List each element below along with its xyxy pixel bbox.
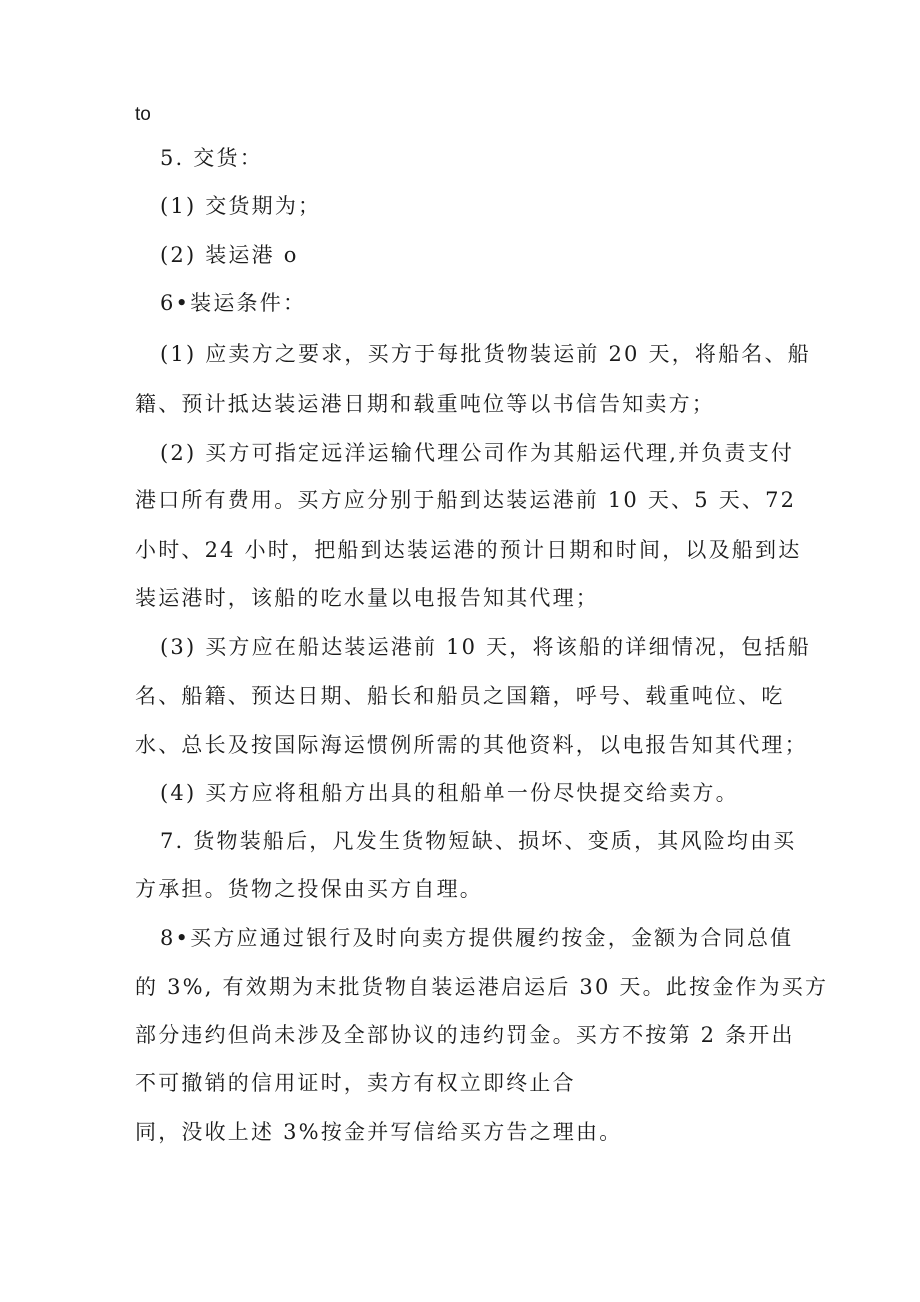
section-heading: 6•装运条件： (160, 291, 307, 315)
text-line: (1) 应卖方之要求，买方于每批货物装运前 20 天，将船名、船 (160, 342, 811, 366)
text-line: 部分违约但尚未涉及全部协议的违约罚金。买方不按第 2 条开出 (135, 1023, 795, 1047)
section-heading: 5. 交货： (160, 146, 263, 170)
text-line: 名、船籍、预达日期、船长和船员之国籍，呼号、载重吨位、吃 (135, 684, 785, 708)
text-line: to (135, 104, 151, 125)
text-line: (4) 买方应将租船方出具的租船单一份尽快提交给卖方。 (160, 781, 739, 805)
text-line: 小时、24 小时，把船到达装运港的预计日期和时间，以及船到达 (135, 538, 802, 562)
text-line: (2) 买方可指定远洋运输代理公司作为其船运代理,并负责支付 (160, 441, 795, 465)
text-line: 籍、预计抵达装运港日期和载重吨位等以书信告知卖方； (135, 392, 715, 416)
text-line: 装运港时，该船的吃水量以电报告知其代理； (135, 586, 599, 610)
text-line: 不可撤销的信用证时，卖方有权立即终止合 (135, 1071, 576, 1095)
text-line: 同，没收上述 3%按金并写信给买方告之理由。 (135, 1120, 623, 1144)
text-line: 方承担。货物之投保由买方自理。 (135, 877, 483, 901)
text-line: (2) 装运港 o (160, 243, 299, 267)
text-line: 的 3%, 有效期为末批货物自装运港启运后 30 天。此按金作为买方 (135, 975, 829, 999)
text-line: 7. 货物装船后，凡发生货物短缺、损坏、变质，其风险均由买 (160, 829, 797, 853)
text-line: (1) 交货期为； (160, 194, 322, 218)
text-line: 8•买方应通过银行及时向卖方提供履约按金，金额为合同总值 (160, 926, 794, 950)
text-line: 水、总长及按国际海运惯例所需的其他资料，以电报告知其代理； (135, 733, 808, 757)
text-line: (3) 买方应在船达装运港前 10 天，将该船的详细情况，包括船 (160, 635, 811, 659)
text-line: 港口所有费用。买方应分别于船到达装运港前 10 天、5 天、72 (135, 488, 797, 512)
